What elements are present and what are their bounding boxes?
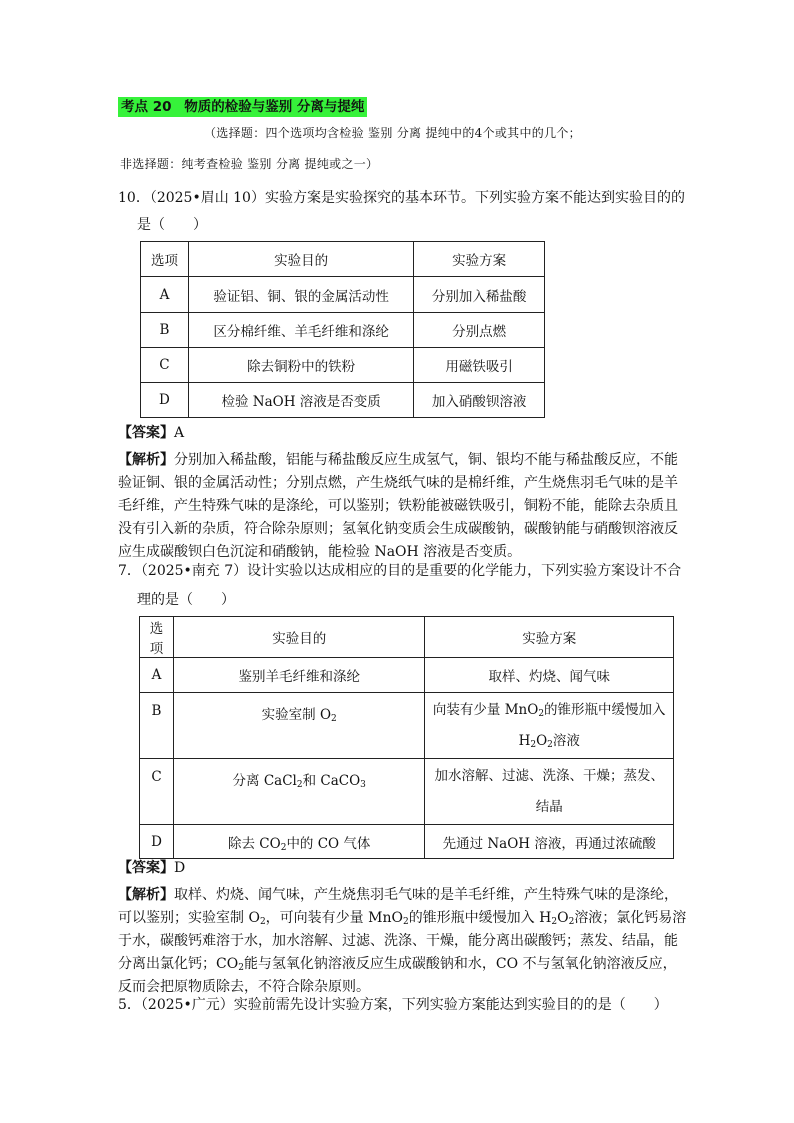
note-line-2: 非选择题：纯考查检验 鉴别 分离 提纯或之一） (120, 157, 379, 171)
question-10-line-2: 是（ ） (137, 217, 207, 233)
explanation-line: 反而会把原物质除去，不符合除杂原则。 (118, 979, 370, 995)
table-cell: 分别加入稀盐酸 (414, 277, 545, 313)
explanation-line: 验证铜、银的金属活动性；分别点燃，产生烧纸气味的是棉纤维，产生烧焦羽毛气味的是羊 (118, 475, 678, 491)
cell-text: 和 CaCO (302, 773, 361, 789)
answer-value: D (174, 860, 186, 876)
explanation-7 (118, 884, 687, 999)
cell-text: 结晶 (535, 798, 563, 815)
table-cell (425, 759, 674, 825)
explanation-text: ，可向装有少量 MnO (265, 910, 403, 926)
cell-text: 的锥形瓶中缓慢加入 (544, 701, 666, 718)
heading-title: 物质的检验与鉴别 分离与提纯 (184, 99, 365, 115)
table-cell: 取样、灼烧、闻气味 (425, 658, 674, 693)
cell-text: O (536, 732, 548, 749)
table-cell: D (140, 825, 174, 859)
answer-7 (118, 858, 185, 878)
table-cell (173, 759, 425, 825)
table-header: 实验方案 (414, 242, 545, 277)
note-line-1: （选择题：四个选项均含检验 鉴别 分离 提纯中的4个或其中的几个； (204, 126, 581, 140)
table-header: 实验方案 (425, 617, 674, 658)
explanation-subscript: 2 (259, 917, 266, 927)
question-7-line-1: 7．（2025•南充 7）设计实验以达成相应的目的是重要的化学能力，下列实验方案设计不合 (118, 563, 682, 579)
explanation-line: 于水，碳酸钙难溶于水，加水溶解、过滤、洗涤、干燥，能分离出碳酸钙；蒸发、结晶，能 (118, 933, 678, 949)
table-header: 选项 (141, 242, 189, 277)
table-cell (173, 825, 425, 859)
question-10-table (140, 241, 545, 418)
cell-text: 实验室制 O (261, 707, 332, 723)
explanation-text: O (557, 910, 569, 926)
explanation-subscript: 2 (402, 917, 409, 927)
table-cell: B (141, 313, 189, 348)
table-cell: 加入硝酸钡溶液 (414, 383, 545, 418)
explanation-tag: 【解析】 (118, 887, 174, 903)
answer-10 (118, 423, 184, 443)
cell-subscript: 2 (547, 739, 553, 750)
question-10-line-1: 10．（2025•眉山 10）实验方案是实验探究的基本环节。下列实验方案不能达到实验目的的 (118, 190, 685, 206)
cell-subscript: 2 (530, 739, 537, 750)
explanation-10 (118, 449, 678, 564)
cell-text: 溶液 (552, 732, 580, 749)
table-cell: 除去铜粉中的铁粉 (188, 348, 413, 383)
explanation-text: 溶液；氯化钙易溶 (574, 910, 687, 926)
table-cell (173, 693, 425, 759)
table-cell: C (141, 348, 189, 383)
cell-text: H (518, 732, 531, 749)
table-cell: A (141, 277, 189, 313)
answer-tag: 【答案】 (118, 860, 174, 876)
question-7-line-2: 理的是（ ） (137, 592, 235, 608)
explanation-line: 应生成碳酸钡白色沉淀和硝酸钠，能检验 NaOH 溶液是否变质。 (118, 544, 522, 560)
table-cell: 验证铝、铜、银的金属活动性 (188, 277, 413, 313)
table-cell: C (140, 759, 174, 825)
table-header: 选项 (140, 617, 174, 658)
explanation-line: 毛纤维，产生特殊气味的是涤纶，可以鉴别；铁粉能被磁铁吸引，铜粉不能，能除去杂质且 (118, 498, 678, 514)
table-cell: 区分棉纤维、羊毛纤维和涤纶 (188, 313, 413, 348)
answer-value: A (174, 425, 185, 441)
explanation-subscript: 2 (568, 917, 575, 927)
heading-number: 20 (152, 99, 172, 115)
section-heading (118, 97, 367, 117)
table-cell: 检验 NaOH 溶液是否变质 (188, 383, 413, 418)
table-cell: 用磁铁吸引 (414, 348, 545, 383)
table-cell: B (140, 693, 174, 759)
table-cell: A (140, 658, 174, 693)
cell-text: 加水溶解、过滤、洗涤、干燥；蒸发、 (434, 767, 664, 784)
cell-text: 除去 CO (228, 835, 281, 852)
explanation-tag: 【解析】 (118, 452, 174, 468)
explanation-text: 的锥形瓶中缓慢加入 H (408, 910, 552, 926)
table-cell: 先通过 NaOH 溶液，再通过浓硫酸 (425, 825, 674, 859)
explanation-subscript: 2 (551, 917, 558, 927)
cell-text: 分离 CaCl (232, 773, 297, 789)
question-5-line-1: 5．（2025•广元）实验前需先设计实验方案，下列实验方案能达到实验目的的是（ ） (118, 997, 668, 1013)
explanation-line: 没有引入新的杂质，符合除杂原则；氢氧化钠变质会生成碳酸钠，碳酸钠能与硝酸钡溶液反 (118, 521, 678, 537)
heading-label: 考点 (121, 99, 148, 115)
explanation-text: 能与氢氧化钠溶液反应生成碳酸钠和水，CO 不与氢氧化钠溶液反应， (243, 956, 677, 972)
table-cell: 分别点燃 (414, 313, 545, 348)
cell-subscript: 2 (296, 780, 303, 790)
cell-subscript: 2 (331, 714, 337, 724)
cell-subscript: 3 (360, 780, 366, 790)
table-cell: 鉴别羊毛纤维和涤纶 (173, 658, 425, 693)
question-7-table (139, 616, 674, 859)
explanation-text: 可以鉴别；实验室制 O (118, 910, 260, 926)
cell-subscript: 2 (280, 842, 287, 853)
cell-text: 向装有少量 MnO (432, 701, 539, 718)
explanation-text: 分离出氯化钙；CO (118, 956, 239, 972)
explanation-subscript: 2 (238, 963, 244, 973)
cell-text: 中的 CO 气体 (286, 835, 371, 852)
table-header: 实验目的 (173, 617, 425, 658)
table-cell (425, 693, 674, 759)
explanation-line: 分别加入稀盐酸，铝能与稀盐酸反应生成氢气，铜、银均不能与稀盐酸反应，不能 (174, 452, 678, 468)
cell-subscript: 2 (538, 708, 545, 719)
explanation-line: 取样、灼烧、闻气味，产生烧焦羽毛气味的是羊毛纤维，产生特殊气味的是涤纶， (174, 887, 678, 903)
answer-tag: 【答案】 (118, 425, 174, 441)
table-cell: D (141, 383, 189, 418)
table-header: 实验目的 (188, 242, 413, 277)
